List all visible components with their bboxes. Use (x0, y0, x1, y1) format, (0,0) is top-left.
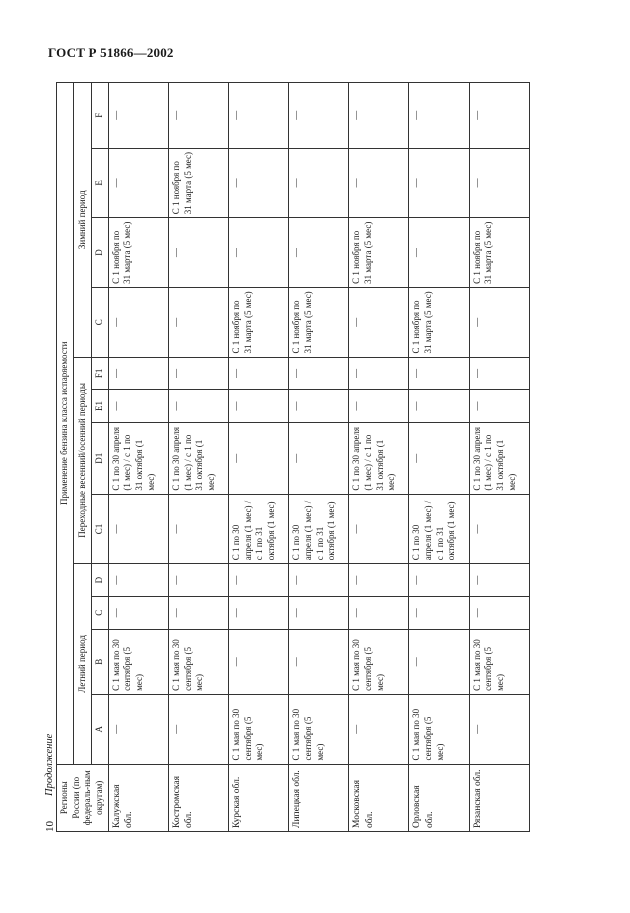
period-cell: — (168, 390, 228, 423)
period-cell: — (168, 287, 228, 357)
period-cell: — (409, 148, 469, 218)
period-cell: — (349, 596, 409, 629)
column-letter: E (91, 148, 108, 218)
period-cell: С 1 мая по 30 сентября (5 мес) (108, 629, 168, 694)
column-letter: F1 (91, 357, 108, 390)
group-header: Применение бензина класса испаряемости (57, 83, 74, 765)
continuation-label: Продолжение (44, 733, 55, 796)
period-cell: — (469, 694, 529, 764)
period-cell: С 1 по 30 апреля (1 мес) / с 1 по 31 октября (1 мес) (108, 422, 168, 494)
period-cell: — (229, 357, 289, 390)
period-cell: С 1 ноября по 31 марта (5 мес) (108, 218, 168, 288)
rotated-table-wrapper (56, 82, 528, 832)
period-cell: — (108, 357, 168, 390)
period-cell: — (469, 596, 529, 629)
period-cell: — (349, 83, 409, 149)
period-cell: — (289, 564, 349, 597)
period-cell: С 1 ноября по 31 марта (5 мес) (409, 287, 469, 357)
region-cell: Калужская обл. (108, 764, 168, 831)
column-letter: D (91, 564, 108, 597)
period-cell: — (108, 148, 168, 218)
period-cell: — (289, 218, 349, 288)
region-cell: Рязанская обл. (469, 764, 529, 831)
period-cell: — (168, 596, 228, 629)
region-cell: Московская обл. (349, 764, 409, 831)
period-cell: — (289, 629, 349, 694)
period-cell: С 1 по 30 апреля (1 мес) / с 1 по 31 октября (1 мес) (409, 494, 469, 564)
summer-header: Летний период (74, 564, 91, 764)
period-cell: С 1 по 30 апреля (1 мес) / с 1 по 31 октября (1 мес) (229, 494, 289, 564)
period-cell: — (289, 83, 349, 149)
period-cell: — (469, 83, 529, 149)
period-cell: — (289, 357, 349, 390)
period-cell: — (349, 494, 409, 564)
period-cell: С 1 ноября по 31 марта (5 мес) (168, 148, 228, 218)
table-row (108, 83, 168, 832)
period-cell: — (469, 357, 529, 390)
period-cell: — (108, 596, 168, 629)
period-cell: — (229, 83, 289, 149)
period-cell: С 1 по 30 апреля (1 мес) / с 1 по 31 октября (1 мес) (289, 494, 349, 564)
period-cell: — (168, 494, 228, 564)
period-cell: — (469, 564, 529, 597)
period-cell: — (409, 390, 469, 423)
period-cell: С 1 мая по 30 сентября (5 мес) (409, 694, 469, 764)
column-letter: D (91, 218, 108, 288)
period-cell: — (229, 148, 289, 218)
period-cell: С 1 мая по 30 сентября (5 мес) (168, 629, 228, 694)
page-number: 10 (44, 821, 56, 832)
period-cell: — (409, 564, 469, 597)
period-cell: — (108, 564, 168, 597)
table-row (469, 83, 529, 832)
table-row (229, 83, 289, 832)
period-cell: — (168, 83, 228, 149)
table-row (409, 83, 469, 832)
period-cell: — (229, 218, 289, 288)
period-cell: — (469, 390, 529, 423)
period-cell: — (409, 357, 469, 390)
period-cell: — (409, 422, 469, 494)
period-cell: — (289, 596, 349, 629)
region-header: Регионы России (по федераль-ным округам) (57, 764, 109, 831)
column-letter: C (91, 287, 108, 357)
period-cell: — (289, 422, 349, 494)
column-letter: F (91, 83, 108, 149)
period-cell: — (349, 694, 409, 764)
period-cell: — (349, 148, 409, 218)
period-cell: — (229, 564, 289, 597)
period-cell: — (349, 390, 409, 423)
period-cell: С 1 мая по 30 сентября (5 мес) (469, 629, 529, 694)
column-letter: A (91, 694, 108, 764)
period-cell: — (469, 148, 529, 218)
region-cell: Курская обл. (229, 764, 289, 831)
winter-header: Зимний период (74, 83, 91, 358)
column-letter: B (91, 629, 108, 694)
period-cell: — (229, 422, 289, 494)
period-cell: — (409, 83, 469, 149)
period-cell: — (289, 148, 349, 218)
period-cell: — (229, 390, 289, 423)
period-cell: — (168, 218, 228, 288)
period-cell: — (409, 218, 469, 288)
period-cell: — (108, 494, 168, 564)
period-cell: — (409, 629, 469, 694)
period-cell: — (108, 390, 168, 423)
period-cell: — (168, 357, 228, 390)
period-cell: — (289, 390, 349, 423)
period-cell: — (108, 83, 168, 149)
period-cell: — (168, 564, 228, 597)
document-title: ГОСТ Р 51866—2002 (48, 45, 174, 60)
period-cell: — (349, 287, 409, 357)
column-letter: E1 (91, 390, 108, 423)
region-cell: Костромская обл. (168, 764, 228, 831)
period-cell: С 1 ноября по 31 марта (5 мес) (469, 218, 529, 288)
column-letter: C (91, 596, 108, 629)
period-cell: С 1 по 30 апреля (1 мес) / с 1 по 31 октября (1 мес) (168, 422, 228, 494)
region-cell: Липецкая обл. (289, 764, 349, 831)
period-cell: — (349, 564, 409, 597)
column-letter: C1 (91, 494, 108, 564)
period-cell: С 1 мая по 30 сентября (5 мес) (289, 694, 349, 764)
table-row (289, 83, 349, 832)
column-letter: D1 (91, 422, 108, 494)
period-cell: С 1 ноября по 31 марта (5 мес) (349, 218, 409, 288)
period-cell: С 1 мая по 30 сентября (5 мес) (229, 694, 289, 764)
period-cell: С 1 по 30 апреля (1 мес) / с 1 по 31 октября (1 мес) (349, 422, 409, 494)
period-cell: С 1 ноября по 31 марта (5 мес) (289, 287, 349, 357)
period-cell: — (349, 357, 409, 390)
period-cell: — (469, 494, 529, 564)
period-cell: С 1 по 30 апреля (1 мес) / с 1 по 31 октября (1 мес) (469, 422, 529, 494)
period-cell: — (229, 629, 289, 694)
regions-table (56, 82, 530, 832)
period-cell: — (168, 694, 228, 764)
period-cell: С 1 мая по 30 сентября (5 мес) (349, 629, 409, 694)
period-cell: — (108, 287, 168, 357)
table-row (168, 83, 228, 832)
table-row (349, 83, 409, 832)
region-cell: Орловская обл. (409, 764, 469, 831)
period-cell: — (469, 287, 529, 357)
period-cell: — (409, 596, 469, 629)
transition-header: Переходные весенний/осенний периоды (74, 357, 91, 564)
period-cell: — (229, 596, 289, 629)
period-cell: С 1 ноября по 31 марта (5 мес) (229, 287, 289, 357)
period-cell: — (108, 694, 168, 764)
